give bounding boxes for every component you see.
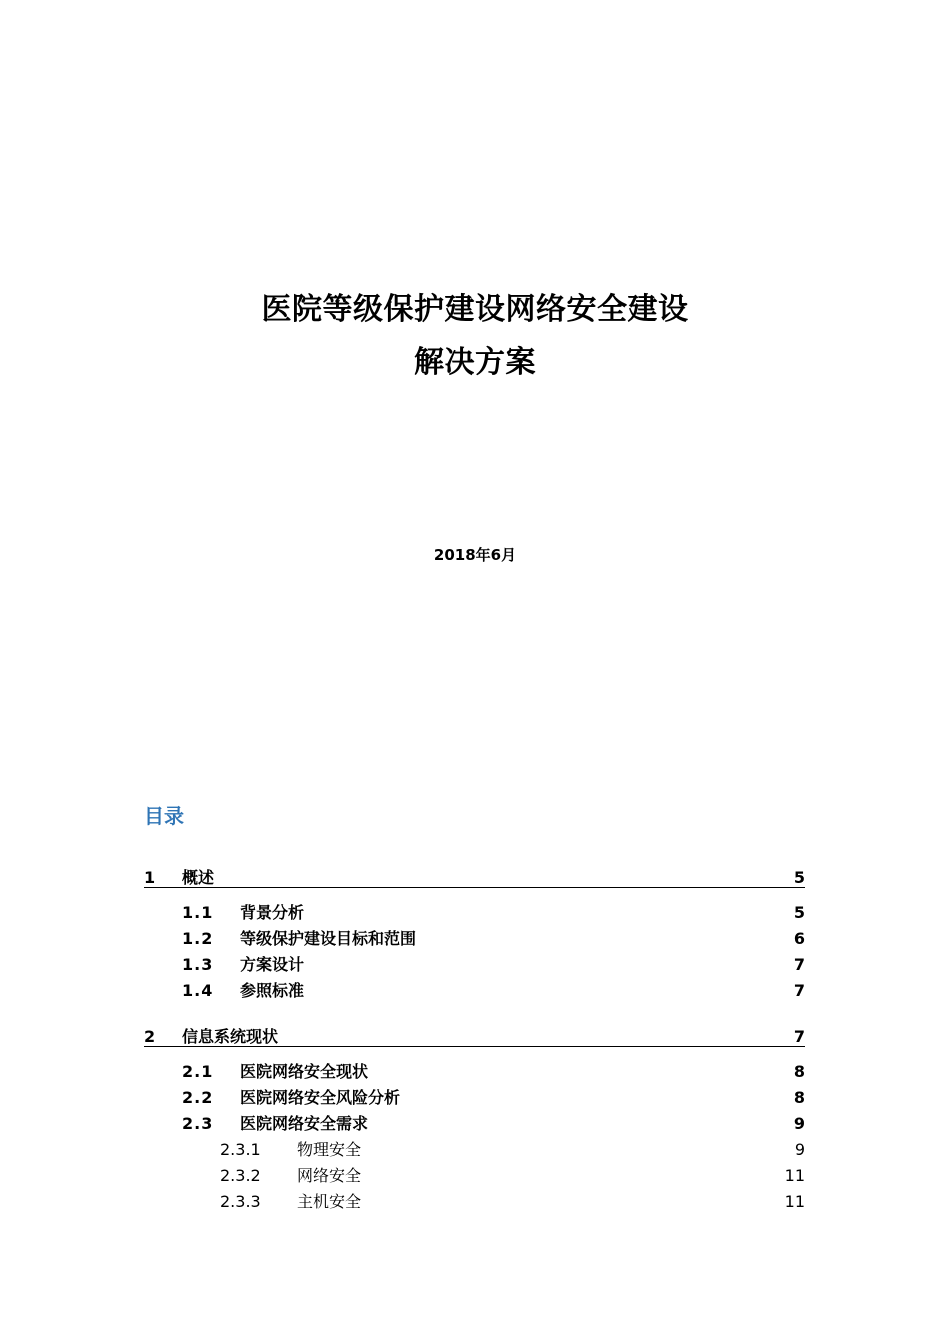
- toc-entry-page: 7: [793, 981, 805, 1000]
- toc-entry-number: 2.3.3: [220, 1192, 261, 1211]
- toc-entry-label: 信息系统现状: [182, 1027, 279, 1046]
- toc-entry-label: 医院网络安全风险分析: [240, 1088, 401, 1107]
- toc-entry-number: 2.3.2: [220, 1166, 261, 1185]
- document-date: 2018年6月: [433, 546, 517, 564]
- toc-entry-2-2[interactable]: [144, 1087, 805, 1111]
- toc-entry-2-3[interactable]: [144, 1113, 805, 1137]
- toc-entry-number: 2: [144, 1027, 156, 1046]
- toc-entry-page: 11: [784, 1192, 805, 1211]
- toc-entry-1[interactable]: [144, 867, 805, 888]
- toc-entry-label: 概述: [182, 868, 215, 887]
- toc-entry-page: 8: [793, 1062, 805, 1081]
- toc-entry-page: 6: [793, 929, 805, 948]
- toc-entry-number: 1.2: [182, 929, 214, 948]
- toc-entry-label: 医院网络安全需求: [240, 1114, 369, 1133]
- toc-entry-2[interactable]: [144, 1026, 805, 1047]
- toc-entry-2-3-2[interactable]: [144, 1165, 805, 1189]
- toc-entry-label: 主机安全: [297, 1192, 362, 1211]
- toc-entry-number: 2.2: [182, 1088, 214, 1107]
- document-title-line-2: 解决方案: [414, 345, 536, 380]
- toc-heading: 目录: [144, 804, 184, 828]
- toc-entry-page: 8: [793, 1088, 805, 1107]
- toc-entry-number: 2.1: [182, 1062, 214, 1081]
- toc-entry-2-3-1[interactable]: [144, 1139, 805, 1163]
- toc-entry-label: 等级保护建设目标和范围: [240, 929, 417, 948]
- toc-entry-page: 5: [793, 868, 805, 887]
- toc-entry-1-2[interactable]: [144, 928, 805, 952]
- toc-entry-2-3-3[interactable]: [144, 1191, 805, 1215]
- toc-entry-2-1[interactable]: [144, 1061, 805, 1085]
- document-title-line-1: 医院等级保护建设网络安全建设: [261, 292, 689, 327]
- toc-entry-page: 11: [784, 1166, 805, 1185]
- toc-entry-label: 方案设计: [240, 955, 305, 974]
- toc-entry-label: 参照标准: [240, 981, 305, 1000]
- toc-entry-label: 背景分析: [240, 903, 305, 922]
- toc-entry-label: 医院网络安全现状: [240, 1062, 369, 1081]
- toc-entry-number: 1.4: [182, 981, 214, 1000]
- toc-entry-number: 2.3: [182, 1114, 214, 1133]
- toc-entry-1-1[interactable]: [144, 902, 805, 926]
- toc-entry-number: 1: [144, 868, 156, 887]
- toc-entry-page: 9: [794, 1140, 805, 1159]
- toc-entry-1-4[interactable]: [144, 980, 805, 1004]
- toc-entry-page: 7: [793, 955, 805, 974]
- toc-entry-1-3[interactable]: [144, 954, 805, 978]
- toc-entry-page: 5: [793, 903, 805, 922]
- toc-entry-label: 物理安全: [297, 1140, 362, 1159]
- toc-entry-page: 7: [793, 1027, 805, 1046]
- toc-entry-number: 2.3.1: [220, 1140, 261, 1159]
- toc-entry-number: 1.1: [182, 903, 214, 922]
- toc-entry-label: 网络安全: [297, 1166, 362, 1185]
- toc-entry-page: 9: [793, 1114, 805, 1133]
- toc-entry-number: 1.3: [182, 955, 214, 974]
